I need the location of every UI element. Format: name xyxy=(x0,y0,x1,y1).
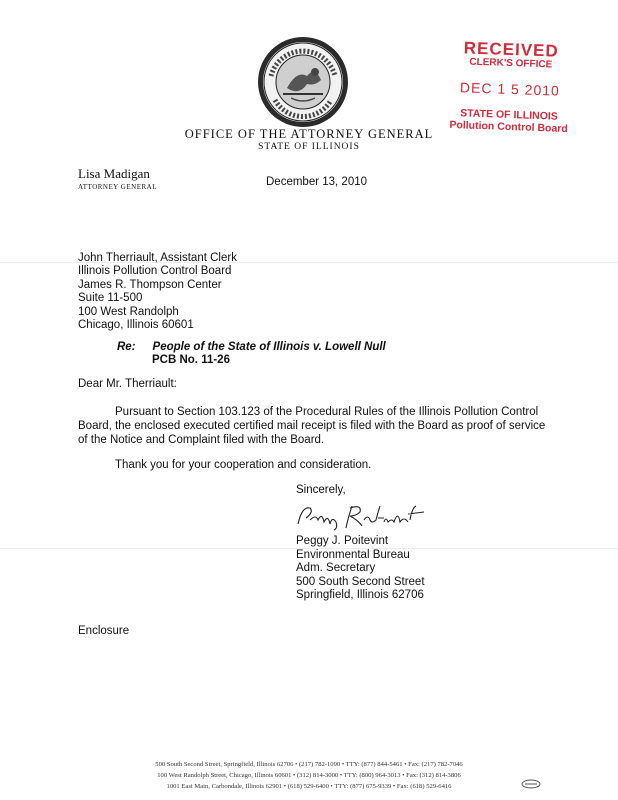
received-stamp xyxy=(446,38,573,135)
enclosure-note: Enclosure xyxy=(78,625,130,637)
stamp-date: DEC 1 5 2010 xyxy=(459,79,561,99)
footer-line: 500 South Second Street, Springfield, Illinois 62706 • (217) 782-1090 • TTY: (877) 844-5461 • Fax: (217) 782-7046 xyxy=(155,761,463,768)
attorney-general-seal xyxy=(257,36,349,128)
body-paragraph-text: Pursuant to Section 103.123 of the Procedural Rules of the Illinois Pollution Control Board, the enclosed executed certified mail receipt is filed with the Board as proof of service of the Notice and Complaint filed with the Board. xyxy=(78,406,546,446)
address-line: Chicago, Illinois 60601 xyxy=(78,319,194,332)
footer-line: 1001 East Main, Carbondale, Illinois 62901 • (618) 529-6400 • TTY: (877) 675-9339 • Fax: (618) 529-6416 xyxy=(166,783,452,790)
recycled-paper-icon xyxy=(520,779,542,789)
signer-line: Environmental Bureau xyxy=(296,548,410,561)
signer-line: Springfield, Illinois 62706 xyxy=(296,589,424,602)
re-subject: People of the State of Illinois v. Lowell Null xyxy=(152,341,386,353)
attorney-general-title: ATTORNEY GENERAL xyxy=(78,183,157,191)
signer-line: Adm. Secretary xyxy=(296,562,376,575)
signer-line: 500 South Second Street xyxy=(296,575,425,588)
recipient-address xyxy=(78,252,237,332)
attorney-general-name: Lisa Madigan xyxy=(78,166,150,181)
re-label: Re: xyxy=(117,341,136,353)
signer-block xyxy=(296,535,425,603)
address-line: Illinois Pollution Control Board xyxy=(78,265,232,278)
salutation: Dear Mr. Therriault: xyxy=(78,378,177,390)
re-line xyxy=(117,341,386,353)
stamp-board: Pollution Control Board xyxy=(449,118,568,136)
handwritten-signature xyxy=(292,498,442,532)
signer-line: Peggy J. Poitevint xyxy=(296,535,389,547)
body-paragraph xyxy=(78,406,554,447)
stamp-received: RECEIVED xyxy=(463,38,560,61)
address-line: Suite 11-500 xyxy=(78,292,143,305)
office-state: STATE OF ILLINOIS xyxy=(258,142,360,152)
stamp-state: STATE OF ILLINOIS xyxy=(460,107,558,123)
letter-date: December 13, 2010 xyxy=(266,176,368,188)
office-title: OFFICE OF THE ATTORNEY GENERAL xyxy=(184,127,434,141)
address-line: James R. Thompson Center xyxy=(78,278,222,291)
pcb-number: PCB No. 11-26 xyxy=(152,354,230,366)
stamp-clerks-office: CLERK'S OFFICE xyxy=(469,56,553,71)
closing-sincerely: Sincerely, xyxy=(296,484,346,496)
address-line: John Therriault, Assistant Clerk xyxy=(78,252,237,264)
footer-line: 100 West Randolph Street, Chicago, Illinois 60601 • (312) 814-3000 • TTY: (800) 964-3013 • Fax: (312) 814-3806 xyxy=(157,772,461,779)
address-line: 100 West Randolph xyxy=(78,305,179,318)
body-paragraph-thanks: Thank you for your cooperation and consideration. xyxy=(115,459,372,471)
